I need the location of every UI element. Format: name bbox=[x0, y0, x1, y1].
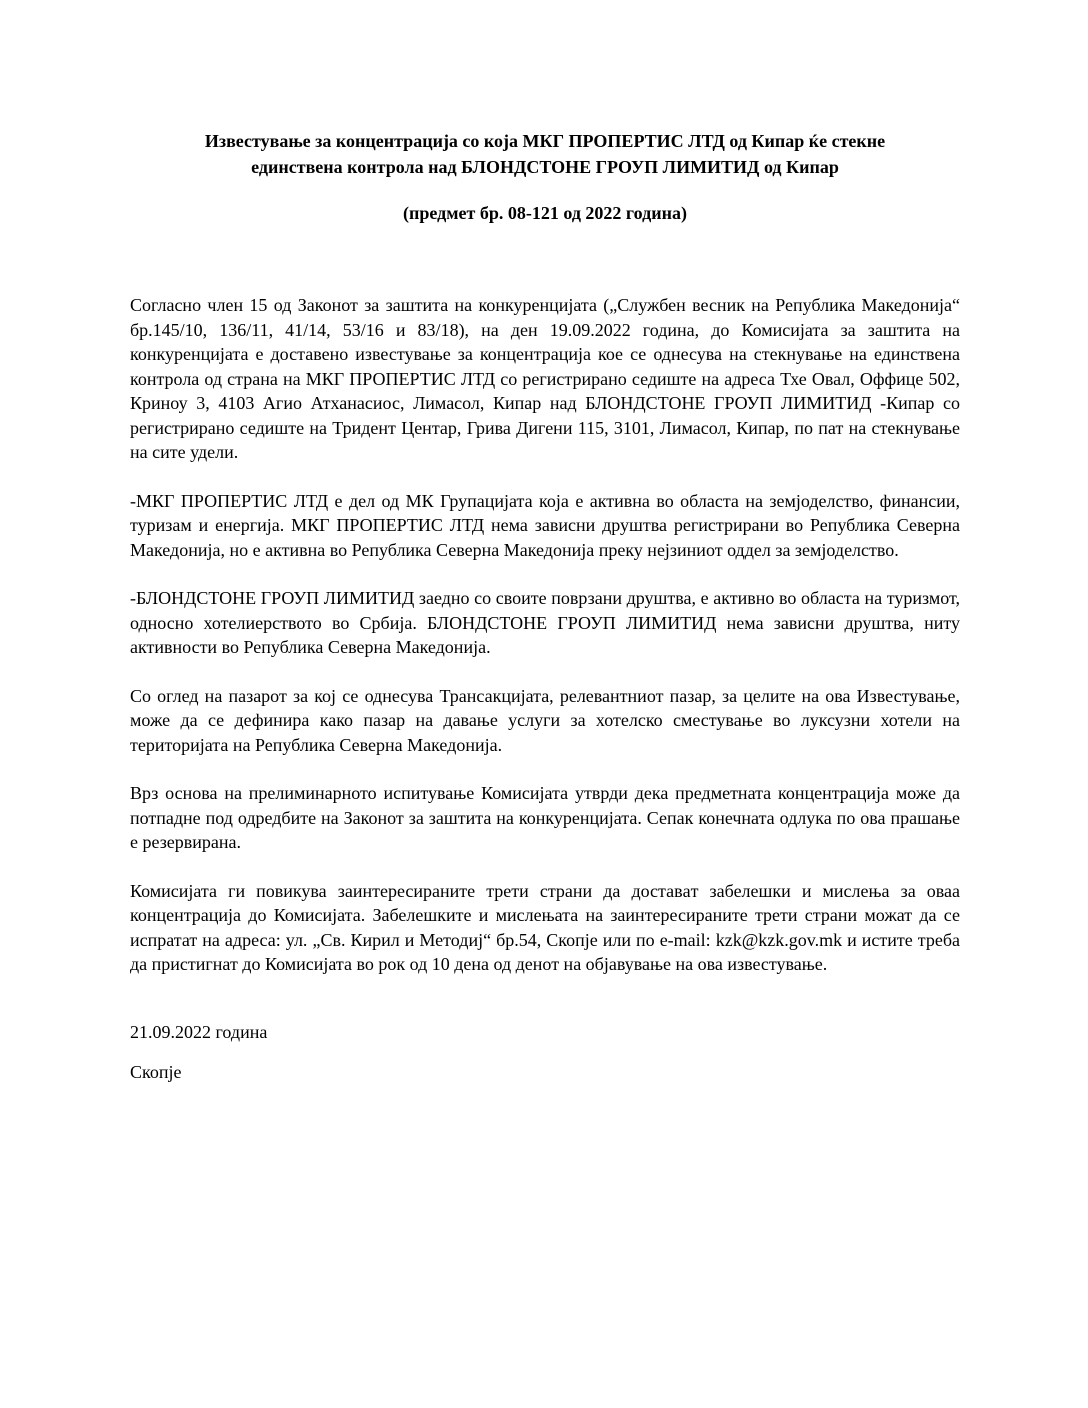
title-line-2: единствена контрола над БЛОНДСТОНЕ ГРОУП ЛИМИТИД од Кипар bbox=[251, 157, 839, 177]
document-place: Скопје bbox=[130, 1062, 182, 1082]
paragraph-third-party-invitation: Комисијата ги повикува заинтересираните трети страни да доставaт забелешки и мислења за оваа концентрација до Комисијата. Забелешките и мислењата на заинтересираните трети страни можат да се испратат на адреса: ул. „Св. Кирил и Методиј“ бр.54, Скопје или по e-mail: kzk@kzk.gov.mk и истите треба да пристигнат до Комисијата во рок од 10 дена од денот на објавување на ова известување. bbox=[130, 880, 960, 974]
document-content bbox=[130, 128, 960, 1001]
paragraph-acquirer: -МКГ ПРОПЕРТИС ЛТД е дел од МК Групацијата која е активна во областа на земјоделство, финансии, туризам и енергија. МКГ ПРОПЕРТИС ЛТД нема зависни друштва регистрирани во Република Северна Македонија, но е активна во Република Северна Македонија преку нејзиниот оддел за земјоделство. bbox=[130, 490, 960, 560]
document-body bbox=[130, 293, 960, 977]
document-date: 21.09.2022 година bbox=[130, 1022, 268, 1042]
paragraph-target: -БЛОНДСТОНЕ ГРОУП ЛИМИТИД заедно со своите поврзани друштва, е активно во областа на туризмот, односно хотелиерството во Србија. БЛОНДСТОНЕ ГРОУП ЛИМИТИД нема зависни друштва, ниту активности во Република Северна Македонија. bbox=[130, 588, 960, 657]
paragraph-preliminary-review: Врз основа на прелиминарното испитување Комисијата утврди дека предметната концентрација може да потпадне под одредбите на Законот за заштита на конкуренцијата. Сепак конечната одлука по ова прашање е резервирана. bbox=[130, 783, 960, 852]
case-reference: (предмет бр. 08-121 од 2022 година) bbox=[403, 203, 687, 223]
document-title bbox=[130, 128, 960, 180]
document-footer bbox=[130, 1020, 267, 1100]
title-line-1: Известување за концентрација со која МКГ ПРОПЕРТИС ЛТД од Кипар ќе стекне bbox=[204, 131, 886, 151]
paragraph-relevant-market: Со оглед на пазарот за кој се однесува Трансакцијата, релевантниот пазар, за целите на ова Известување, може да се дефинира како пазар на давање услуги за хотелско сместување во луксузни хотели на територијата на Република Северна Македонија. bbox=[130, 685, 960, 755]
paragraph-legal-basis: Согласно член 15 од Законот за заштита на конкуренцијата („Службен весник на Република Македонија“ бр.145/10, 136/11, 41/14, 53/16 и 83/18), на ден 19.09.2022 година, до Комисијата за заштита на конкуренцијата е доставено известување за концентрација кое се однесува на стекнување на единствена контрола од страна на МКГ ПРОПЕРТИС ЛТД со регистрирано седиште на адреса Тхе Овал, Оффице 502, Криноу 3, 4103 Агио Атханасиос, Лимасол, Кипар над БЛОНДСТОНЕ ГРОУП ЛИМИТИД -Кипар со регистрирано седиште на Тридент Центар, Грива Дигени 115, 3101, Лимасол, Кипар, по пат на стекнување на сите удели. bbox=[130, 295, 960, 462]
